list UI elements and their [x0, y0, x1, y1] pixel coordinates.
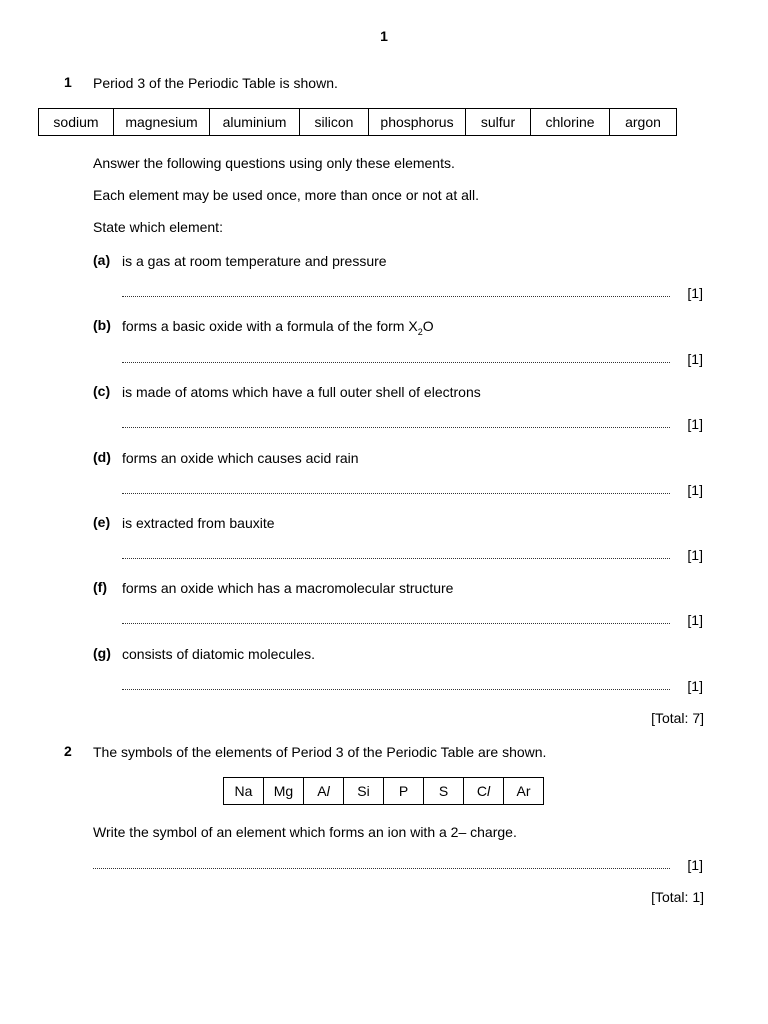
part-b-text-after: O	[422, 318, 434, 334]
part-b-text-before: forms a basic oxide with a formula of the form X	[122, 318, 418, 334]
element-cell-chlorine: chlorine	[531, 109, 610, 136]
instruction-used-once: Each element may be used once, more than once or not at all.	[93, 187, 480, 203]
element-cell-phosphorus: phosphorus	[369, 109, 466, 136]
symbol-al: Al	[317, 783, 330, 799]
symbol-cell-p: P	[384, 778, 424, 805]
part-d-question: forms an oxide which causes acid rain	[122, 450, 359, 466]
period-3-symbols-table	[223, 777, 544, 805]
part-e-label: (e)	[93, 514, 111, 530]
symbol-cell-mg: Mg	[264, 778, 304, 805]
period-3-elements-table	[38, 108, 677, 136]
element-cell-sulfur: sulfur	[466, 109, 531, 136]
part-c-mark: [1]	[687, 416, 703, 432]
question-1-number: 1	[64, 74, 72, 90]
symbol-cell-cl	[464, 778, 504, 805]
part-c-answer-line[interactable]	[122, 427, 670, 428]
part-g-label: (g)	[93, 645, 111, 661]
question-2-instruction: Write the symbol of an element which forms an ion with a 2– charge.	[93, 824, 517, 840]
instruction-only-these-elements: Answer the following questions using only these elements.	[93, 155, 455, 171]
part-a-answer-line[interactable]	[122, 296, 670, 297]
part-a-mark: [1]	[687, 285, 703, 301]
part-f-label: (f)	[93, 579, 107, 595]
part-d-mark: [1]	[687, 482, 703, 498]
part-f-mark: [1]	[687, 612, 703, 628]
part-e-mark: [1]	[687, 547, 703, 563]
part-g-question: consists of diatomic molecules.	[122, 646, 315, 662]
symbol-cell-ar: Ar	[504, 778, 544, 805]
part-d-label: (d)	[93, 449, 111, 465]
part-c-label: (c)	[93, 383, 111, 399]
symbol-cl: Cl	[476, 783, 491, 799]
question-2-intro: The symbols of the elements of Period 3 of the Periodic Table are shown.	[93, 744, 547, 760]
part-b-question	[122, 317, 434, 335]
page-number: 1	[380, 28, 388, 44]
element-cell-magnesium: magnesium	[114, 109, 210, 136]
part-f-answer-line[interactable]	[122, 623, 670, 624]
question-2-number: 2	[64, 743, 72, 759]
part-g-answer-line[interactable]	[122, 689, 670, 690]
element-cell-silicon: silicon	[300, 109, 369, 136]
part-b-answer-line[interactable]	[122, 362, 670, 363]
part-f-question: forms an oxide which has a macromolecular structure	[122, 580, 454, 596]
part-c-question: is made of atoms which have a full outer shell of electrons	[122, 384, 481, 400]
part-b-label: (b)	[93, 317, 111, 333]
question-2-mark: [1]	[687, 857, 703, 873]
part-b-subscript: 2	[417, 326, 423, 337]
symbol-cell-al	[304, 778, 344, 805]
table-row	[39, 109, 677, 136]
element-cell-aluminium: aluminium	[210, 109, 300, 136]
part-g-mark: [1]	[687, 678, 703, 694]
question-1-total: [Total: 7]	[651, 710, 704, 726]
symbol-cell-si: Si	[344, 778, 384, 805]
symbol-cell-s: S	[424, 778, 464, 805]
part-d-answer-line[interactable]	[122, 493, 670, 494]
symbol-cell-na: Na	[224, 778, 264, 805]
element-cell-sodium: sodium	[39, 109, 114, 136]
instruction-state-element: State which element:	[93, 219, 223, 235]
part-e-question: is extracted from bauxite	[122, 515, 275, 531]
question-2-answer-line[interactable]	[93, 868, 670, 869]
table-row	[224, 778, 544, 805]
part-a-label: (a)	[93, 252, 111, 268]
question-2-total: [Total: 1]	[651, 889, 704, 905]
question-1-intro: Period 3 of the Periodic Table is shown.	[93, 75, 338, 91]
part-b-mark: [1]	[687, 351, 703, 367]
element-cell-argon: argon	[610, 109, 677, 136]
part-e-answer-line[interactable]	[122, 558, 670, 559]
part-a-question: is a gas at room temperature and pressure	[122, 253, 387, 269]
